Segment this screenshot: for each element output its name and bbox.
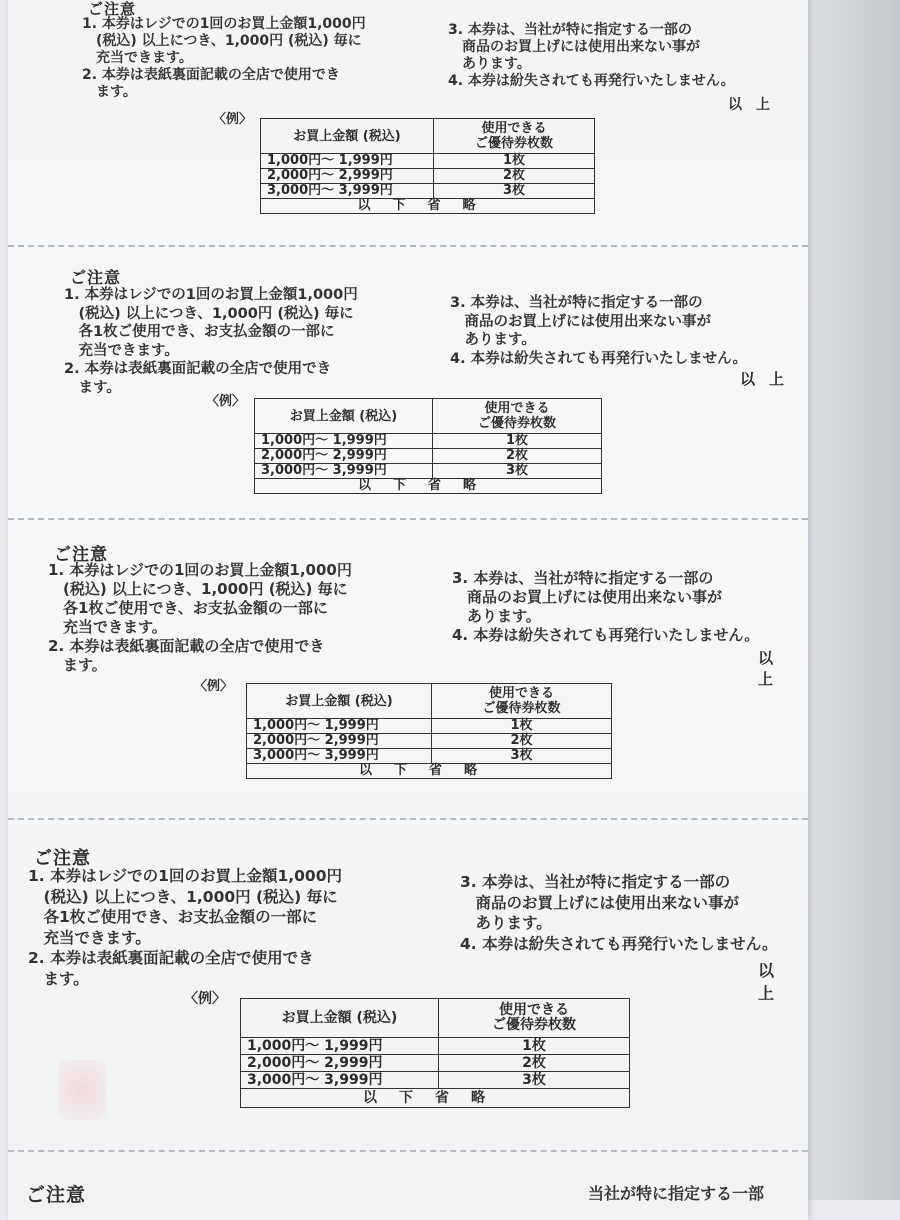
amount-cell: 3,000円〜 3,999円 <box>241 1072 439 1089</box>
note-line: 商品のお買上げには使用出来ない事が <box>460 893 740 912</box>
header-amount: お買上金額 (税込) <box>261 119 434 154</box>
note-line: 1. 本券はレジでの1回のお買上金額1,000円 <box>48 561 352 579</box>
example-table <box>260 118 595 214</box>
count-cell: 1枚 <box>432 719 612 734</box>
right-notes <box>448 22 735 90</box>
note-line: 3. 本券は、当社が特に指定する一部の <box>452 569 714 587</box>
table-row <box>241 1072 630 1089</box>
header-count: 使用できる ご優待券枚数 <box>439 999 630 1038</box>
count-cell: 2枚 <box>434 169 595 184</box>
right-notes <box>460 872 778 954</box>
table-footer: 以下省略 <box>241 1089 630 1108</box>
table-footer: 以下省略 <box>247 764 612 779</box>
table-row <box>255 464 602 479</box>
coupon-heading: ご注意 <box>54 545 108 565</box>
ijo-label: 以上 <box>728 97 784 113</box>
amount-cell: 1,000円〜 1,999円 <box>261 154 434 169</box>
example-table <box>246 683 612 779</box>
note-line: あります。 <box>450 332 536 348</box>
amount-cell: 2,000円〜 2,999円 <box>241 1055 439 1072</box>
note-line: 4. 本券は紛失されても再発行いたしません。 <box>460 934 778 953</box>
note-line: (税込) 以上につき、1,000円 (税込) 毎に <box>28 887 338 906</box>
table-row <box>241 1038 630 1055</box>
red-stamp-mark <box>58 1060 106 1120</box>
note-line: あります。 <box>452 607 541 625</box>
right-notes <box>452 569 759 645</box>
amount-cell: 2,000円〜 2,999円 <box>247 734 432 749</box>
count-cell: 2枚 <box>432 734 612 749</box>
coupon-sheet <box>8 0 808 1220</box>
header-amount: お買上金額 (税込) <box>247 684 432 719</box>
ijo-label: 以上 <box>758 649 788 688</box>
example-label: 〈例〉 <box>213 112 253 127</box>
amount-cell: 1,000円〜 1,999円 <box>247 719 432 734</box>
note-line: 商品のお買上げには使用出来ない事が <box>450 313 711 330</box>
coupon-heading-partial: ご注意 <box>26 1184 87 1206</box>
note-line: 商品のお買上げには使用出来ない事が <box>448 39 700 55</box>
note-line: 1. 本券はレジでの1回のお買上金額1,000円 <box>82 16 366 32</box>
note-line: ます。 <box>48 656 107 674</box>
note-line: ます。 <box>64 379 121 396</box>
note-line: 2. 本券は表紙裏面記載の全店で使用でき <box>28 949 314 967</box>
table-row <box>261 154 595 169</box>
note-line: 3. 本券は、当社が特に指定する一部の <box>448 22 692 38</box>
note-line: 2. 本券は表紙裏面記載の全店で使用でき <box>48 637 325 655</box>
example-table <box>254 398 602 494</box>
right-notes <box>450 294 747 368</box>
note-line: 4. 本券は紛失されても再発行いたしません。 <box>448 73 735 89</box>
table-row <box>241 1089 630 1108</box>
ijo-label: 以上 <box>740 370 799 388</box>
note-line: 1. 本券はレジでの1回のお買上金額1,000円 <box>64 287 358 303</box>
left-notes <box>48 561 352 675</box>
amount-cell: 2,000円〜 2,999円 <box>261 169 434 184</box>
table-row <box>255 449 602 464</box>
count-cell: 1枚 <box>433 434 602 449</box>
note-line: (税込) 以上につき、1,000円 (税込) 毎に <box>82 33 362 49</box>
note-line: 4. 本券は紛失されても再発行いたしません。 <box>452 626 760 644</box>
note-line: 充当できます。 <box>82 50 193 66</box>
count-cell: 3枚 <box>434 184 595 199</box>
table-row <box>255 434 602 449</box>
note-line: (税込) 以上につき、1,000円 (税込) 毎に <box>48 580 348 598</box>
amount-cell: 1,000円〜 1,999円 <box>255 434 433 449</box>
partial-right-text: 当社が特に指定する一部 <box>588 1184 765 1203</box>
perforation-line <box>8 818 808 820</box>
example-label: 〈例〉 <box>184 991 226 1007</box>
amount-cell: 3,000円〜 3,999円 <box>247 749 432 764</box>
count-cell: 3枚 <box>432 749 612 764</box>
count-cell: 3枚 <box>439 1072 630 1089</box>
perforation-line <box>8 245 808 247</box>
amount-cell: 1,000円〜 1,999円 <box>241 1038 439 1055</box>
table-footer: 以下省略 <box>255 479 602 494</box>
amount-cell: 2,000円〜 2,999円 <box>255 449 433 464</box>
perforation-line <box>8 518 808 520</box>
table-row <box>247 764 612 779</box>
count-cell: 1枚 <box>434 154 595 169</box>
note-line: 2. 本券は表紙裏面記載の全店で使用でき <box>82 67 340 83</box>
table-row <box>247 719 612 734</box>
table-row <box>241 1055 630 1072</box>
note-line: 3. 本券は、当社が特に指定する一部の <box>460 873 731 891</box>
count-cell: 2枚 <box>439 1055 630 1072</box>
header-count: 使用できる ご優待券枚数 <box>433 399 602 434</box>
header-amount: お買上金額 (税込) <box>255 399 433 434</box>
note-line: 1. 本券はレジでの1回のお買上金額1,000円 <box>28 867 342 885</box>
note-line: (税込) 以上につき、1,000円 (税込) 毎に <box>64 305 354 322</box>
note-line: 3. 本券は、当社が特に指定する一部の <box>450 295 703 311</box>
note-line: 商品のお買上げには使用出来ない事が <box>452 588 723 606</box>
note-line: 2. 本券は表紙裏面記載の全店で使用でき <box>64 361 332 377</box>
table-row <box>261 199 595 214</box>
note-line: ます。 <box>28 969 89 988</box>
count-cell: 3枚 <box>433 464 602 479</box>
left-notes <box>28 866 342 989</box>
table-row <box>261 169 595 184</box>
left-notes <box>82 16 366 101</box>
perforation-line <box>8 1150 808 1152</box>
note-line: あります。 <box>448 56 531 72</box>
table-row <box>247 734 612 749</box>
header-count: 使用できる ご優待券枚数 <box>434 119 595 154</box>
note-line: 充当できます。 <box>28 928 151 947</box>
table-footer: 以下省略 <box>261 199 595 214</box>
ijo-label: 以上 <box>758 961 789 1003</box>
example-label: 〈例〉 <box>194 679 234 694</box>
left-notes <box>64 286 358 397</box>
count-cell: 2枚 <box>433 449 602 464</box>
note-line: ます。 <box>82 84 137 100</box>
note-line: 各1枚ご使用でき、お支払金額の一部に <box>64 324 335 340</box>
coupon-heading: ご注意 <box>34 848 91 869</box>
count-cell: 1枚 <box>439 1038 630 1055</box>
note-line: 充当できます。 <box>64 342 179 359</box>
header-amount: お買上金額 (税込) <box>241 999 439 1038</box>
example-table <box>240 998 630 1108</box>
note-line: 4. 本券は紛失されても再発行いたしません。 <box>450 350 748 367</box>
note-line: あります。 <box>460 914 552 932</box>
amount-cell: 3,000円〜 3,999円 <box>261 184 434 199</box>
coupon-heading: ご注意 <box>70 268 122 287</box>
note-line: 各1枚ご使用でき、お支払金額の一部に <box>28 908 318 926</box>
coupon-heading: ご注意 <box>88 0 137 18</box>
header-count: 使用できる ご優待券枚数 <box>432 684 612 719</box>
note-line: 各1枚ご使用でき、お支払金額の一部に <box>48 599 328 617</box>
amount-cell: 3,000円〜 3,999円 <box>255 464 433 479</box>
table-row <box>247 749 612 764</box>
table-row <box>261 184 595 199</box>
note-line: 充当できます。 <box>48 618 167 636</box>
table-row <box>255 479 602 494</box>
example-label: 〈例〉 <box>206 394 246 409</box>
